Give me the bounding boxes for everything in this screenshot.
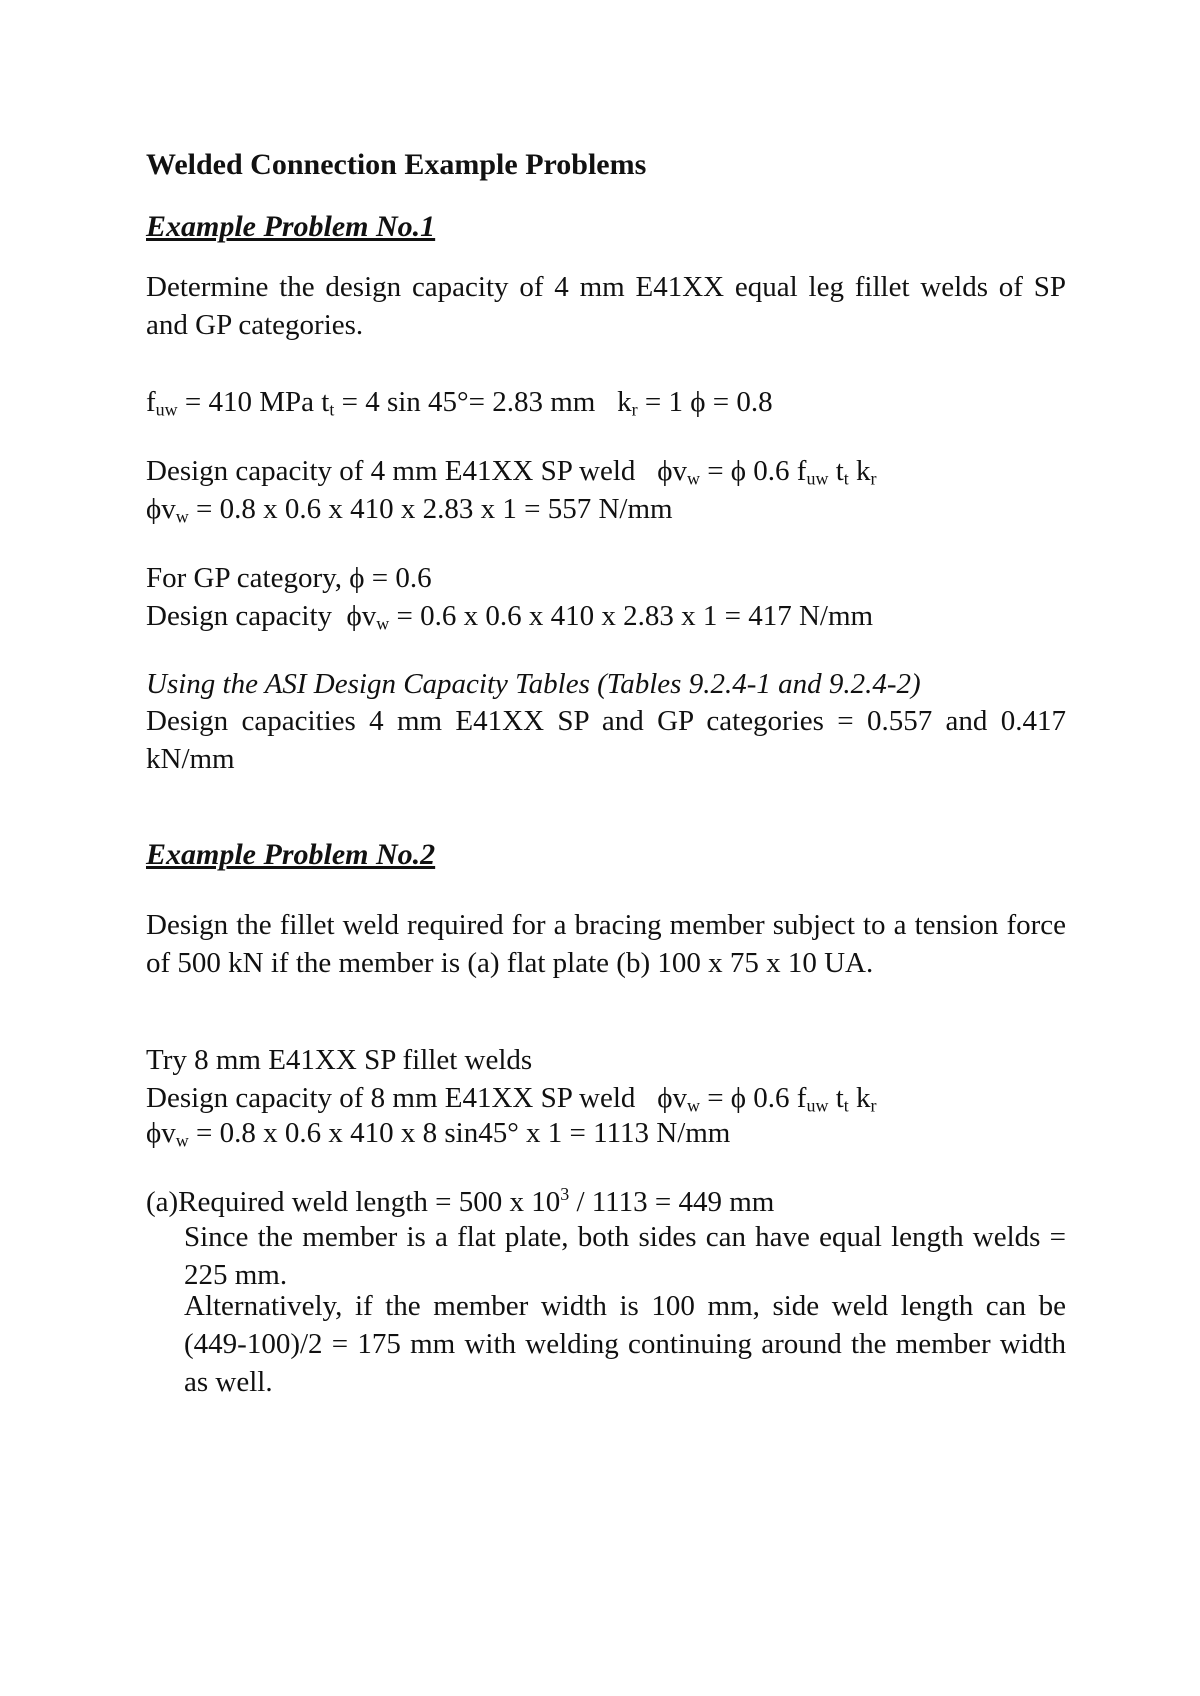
example-1-design-formula: Design capacity of 4 mm E41XX SP weld $\phi v_w = \phi$ 0.6 $f_{uw}$ $t_t$ $k_r$ — [146, 455, 877, 489]
example-2-design-label: Design capacity of 8 mm E41XX SP weld — [146, 1082, 636, 1114]
required-length-suffix: / 1113 = 449 mm — [569, 1186, 775, 1218]
example-1-gp-calc-text: = 0.6 x 0.6 x 410 x 2.83 x 1 = 417 N/mm — [396, 600, 874, 632]
example-1-gp-calculation: Design capacity $\phi v_w = 0.6$ x 0.6 x 410 x 2.83 x 1 = 417 N/mm — [146, 600, 874, 634]
example-1-sp-calc-text: = 0.8 x 0.6 x 410 x 2.83 x 1 = 557 N/mm — [196, 493, 673, 525]
example-2-alternative-note: Alternatively, if the member width is 100 mm, side weld length can be (449-100)/2 = 175 mm with welding continuing around the member width as well. — [184, 1290, 1066, 1398]
example-1-heading: Example Problem No.1 — [146, 210, 436, 243]
example-1-design-label: Design capacity of 4 mm E41XX SP weld — [146, 455, 636, 487]
example-1-gp-factor: For GP category, ϕ = 0.6 — [146, 562, 432, 594]
example-1-parameters: $f_{uw} = 410$ MPa $t_t = 4$ sin 45°= 2.83 mm $k_r = 1$ ϕ = 0.8 — [146, 386, 773, 420]
example-2-calc-text: = 0.8 x 0.6 x 410 x 8 sin45° x 1 = 1113 N/mm — [196, 1117, 731, 1149]
required-length-prefix: (a)Required weld length = 500 x 10 — [146, 1186, 561, 1218]
example-2-flat-plate-note: Since the member is a flat plate, both sides can have equal length welds = 225 mm. — [184, 1221, 1066, 1291]
example-1-gp-label: Design capacity — [146, 600, 333, 632]
example-1-sp-calculation: $\phi v_w = 0.8$ x 0.6 x 410 x 2.83 x 1 = 557 N/mm — [146, 493, 673, 527]
example-2-heading: Example Problem No.2 — [146, 838, 436, 871]
example-2-required-length — [146, 1183, 774, 1221]
example-2-design-formula: Design capacity of 8 mm E41XX SP weld $\phi v_w = \phi$ 0.6 $f_{uw}$ $t_t$ $k_r$ — [146, 1082, 877, 1116]
page-title: Welded Connection Example Problems — [146, 148, 647, 181]
example-1-statement: Determine the design capacity of 4 mm E41XX equal leg fillet welds of SP and GP categories. — [146, 271, 1066, 341]
example-2-calculation: $\phi v_w = 0.8$ x 0.6 x 410 x 8 sin45° x 1 = 1113 N/mm — [146, 1117, 731, 1151]
required-length-exponent: 3 — [560, 1184, 570, 1205]
example-2-try-weld: Try 8 mm E41XX SP fillet welds — [146, 1044, 533, 1076]
example-1-tables-result: Design capacities 4 mm E41XX SP and GP categories = 0.557 and 0.417 kN/mm — [146, 705, 1066, 775]
example-2-statement: Design the fillet weld required for a bracing member subject to a tension force of 500 kN if the member is (a) flat plate (b) 100 x 75 x 10 UA. — [146, 909, 1066, 979]
example-1-tables-reference: Using the ASI Design Capacity Tables (Tables 9.2.4-1 and 9.2.4-2) — [146, 668, 921, 700]
